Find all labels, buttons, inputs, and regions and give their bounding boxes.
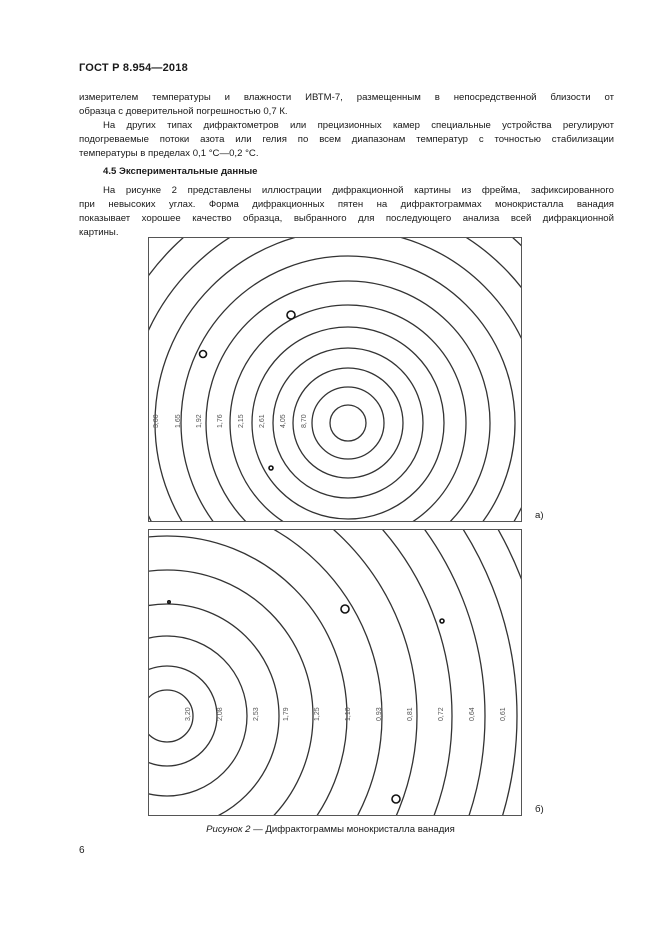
- paragraph-line: измерителем температуры и влажности ИВТМ-7, размещенным в непосредственной близости от: [79, 92, 614, 103]
- ring-label: 1,25: [314, 707, 321, 721]
- paragraph-line: картины.: [79, 227, 119, 238]
- diffraction-ring: [206, 281, 490, 521]
- ring-label: 1,10: [345, 707, 352, 721]
- ring-label: 2,61: [259, 414, 266, 428]
- panel-label-a: а): [535, 510, 544, 521]
- diffraction-ring: [149, 666, 217, 766]
- diffraction-ring: [149, 530, 382, 815]
- diffraction-spot: [287, 311, 295, 319]
- ring-label: 8,70: [301, 414, 308, 428]
- diffraction-ring: [149, 238, 521, 521]
- diffraction-spot: [200, 351, 207, 358]
- caption-prefix: Рисунок 2: [206, 824, 251, 835]
- diffraction-ring: [149, 530, 521, 815]
- paragraph-line: образца с доверительной погрешностью 0,7 К.: [79, 106, 288, 117]
- diffraction-spot: [269, 466, 273, 470]
- diffraction-ring: [155, 238, 521, 521]
- diffraction-ring: [293, 368, 403, 478]
- ring-label: 1,76: [217, 414, 224, 428]
- section-title: 4.5 Экспериментальные данные: [103, 166, 258, 177]
- diffraction-pattern-a: [148, 237, 522, 522]
- panel-label-b: б): [535, 804, 544, 815]
- ring-label: 1,92: [196, 414, 203, 428]
- paragraph-1: [79, 91, 614, 119]
- paragraph-line: подогреваемые потоки азота или гелия по всем диапазонам температур с точностью стабилизации: [79, 134, 614, 145]
- diffraction-spot: [168, 601, 170, 603]
- diffraction-spot: [392, 795, 400, 803]
- ring-label: 2,15: [238, 414, 245, 428]
- diffraction-ring: [149, 570, 313, 815]
- ring-label: 0,93: [376, 707, 383, 721]
- paragraph-line: при невысоких углах. Форма дифракционных пятен на дифрактограммах монокристалла ванадия: [79, 199, 614, 210]
- ring-label: 3,20: [185, 707, 192, 721]
- paragraph-2: [79, 119, 614, 161]
- paragraph-3: [79, 184, 614, 240]
- diffraction-ring: [149, 536, 347, 815]
- ring-label: 0,72: [438, 707, 445, 721]
- diffraction-spot: [341, 605, 349, 613]
- ring-label: 0,81: [407, 707, 414, 721]
- ring-label: 0,64: [469, 707, 476, 721]
- diffraction-ring: [149, 530, 517, 815]
- ring-label: 1,65: [175, 414, 182, 428]
- ring-label: 4,05: [280, 414, 287, 428]
- diffraction-ring: [230, 305, 466, 521]
- document-header: ГОСТ Р 8.954—2018: [79, 62, 188, 74]
- diffraction-ring: [312, 387, 384, 459]
- diffraction-ring: [149, 530, 417, 815]
- diffraction-ring: [149, 636, 247, 796]
- paragraph-line: температуры в пределах 0,1 °С—0,2 °С.: [79, 148, 259, 159]
- diffraction-rings-a: [149, 238, 521, 521]
- diffraction-ring: [181, 256, 515, 521]
- ring-label: 2,08: [217, 707, 224, 721]
- ring-label: 0,61: [500, 707, 507, 721]
- diffraction-spot: [440, 619, 444, 623]
- figure-caption: [0, 824, 661, 835]
- diffraction-ring: [273, 348, 423, 498]
- caption-text: — Дифрактограммы монокристалла ванадия: [250, 824, 455, 835]
- diffraction-ring: [149, 530, 485, 815]
- ring-label: 3,00: [153, 414, 160, 428]
- diffraction-ring: [330, 405, 366, 441]
- paragraph-line: На рисунке 2 представлены иллюстрации дифракционной картины из фрейма, зафиксированного: [103, 185, 614, 196]
- paragraph-line: На других типах дифрактометров или прецизионных камер специальные устройства регулируют: [103, 120, 614, 131]
- page-number: 6: [79, 845, 85, 856]
- ring-label: 2,53: [253, 707, 260, 721]
- diffraction-ring: [149, 238, 521, 521]
- paragraph-line: показывает хорошее качество образца, выбранного для последующего анализа всей дифракционной: [79, 213, 614, 224]
- diffraction-pattern-b: [148, 529, 522, 816]
- ring-label: 1,79: [283, 707, 290, 721]
- diffraction-rings-b: [149, 530, 521, 815]
